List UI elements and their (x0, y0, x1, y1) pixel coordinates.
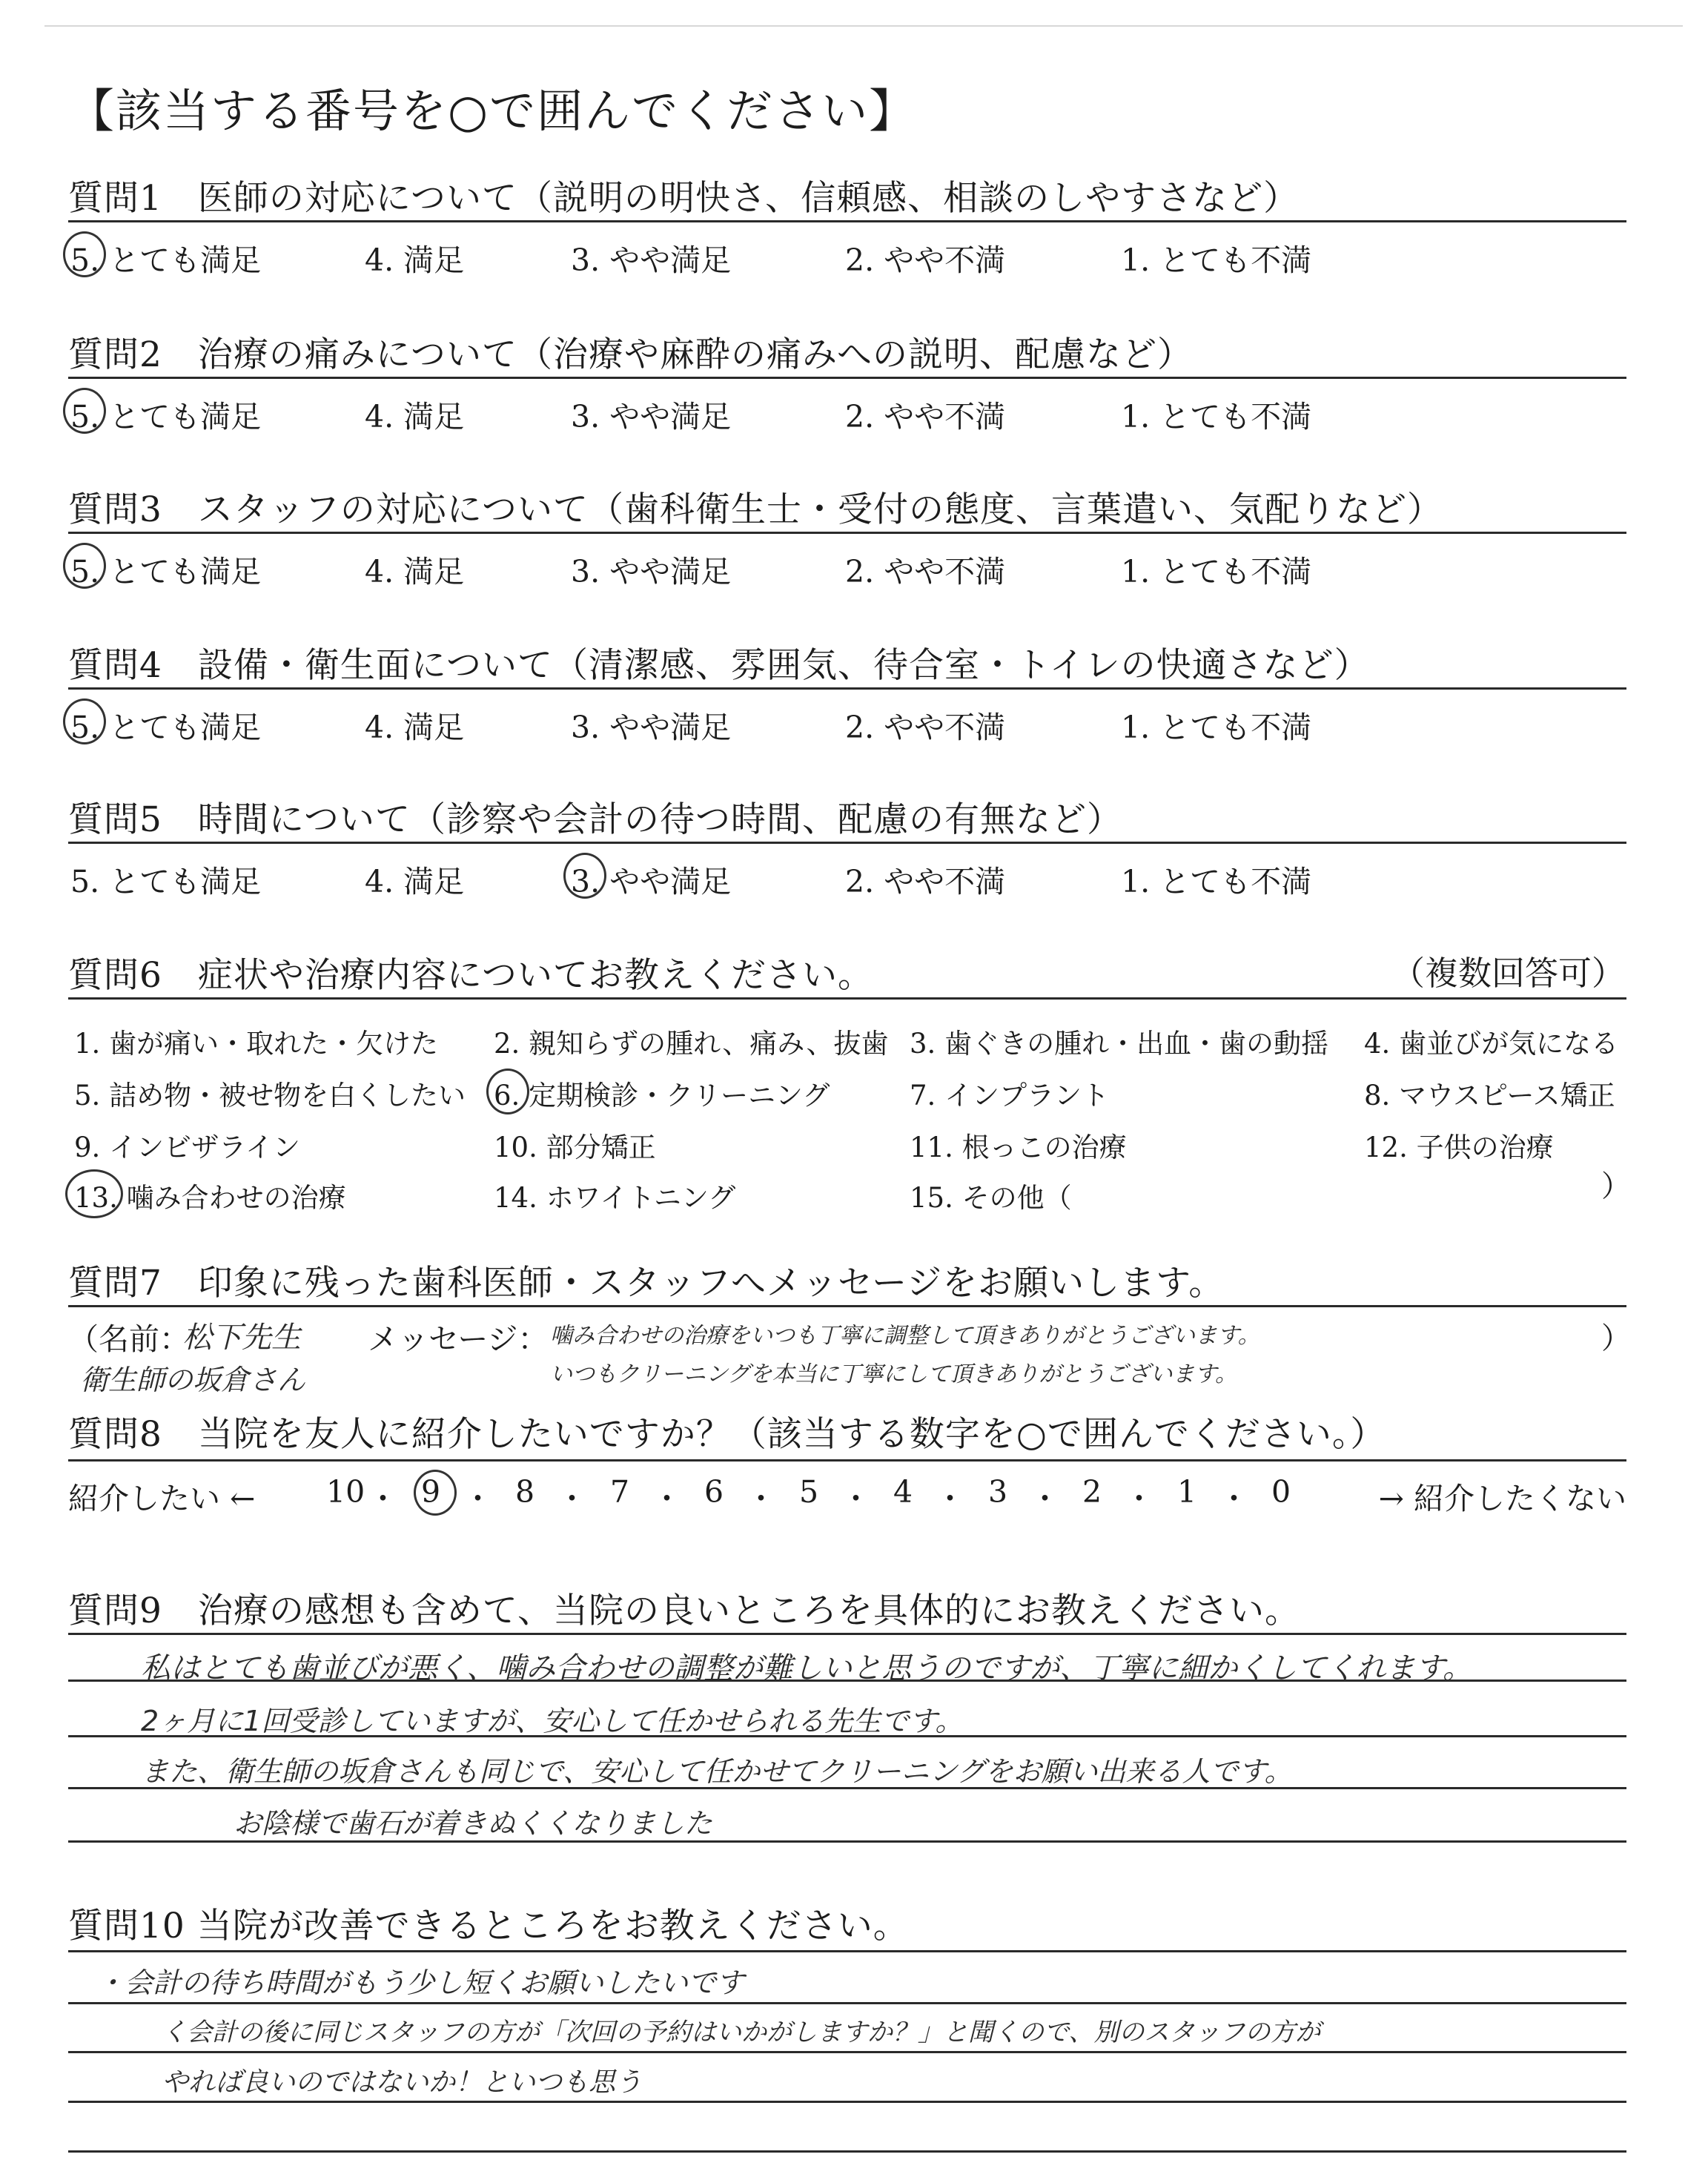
q8-separator: ・ (746, 1481, 776, 1516)
q7-name-handwritten-1: 松下先生 (182, 1321, 301, 1355)
q6-option-7: 7. インプラント (910, 1080, 1110, 1112)
q3-option-2: 2. やや不満 (845, 554, 1006, 589)
q4-option-3: 3. やや満足 (571, 710, 732, 745)
question-2-title: 質問2 治療の痛みについて（治療や麻酔の痛みへの説明、配慮など） (68, 334, 1194, 375)
q6-option-14: 14. ホワイトニング (494, 1182, 736, 1214)
q2-option-5: 5. とても満足 (70, 392, 261, 436)
q2-option-2: 2. やや不満 (845, 399, 1006, 435)
question-4-title: 質問4 設備・衛生面について（清潔感、雰囲気、待合室・トイレの快適さなど） (68, 645, 1370, 686)
q9-handwritten-line-1: 私はとても歯並びが悪く、噛み合わせの調整が難しいと思うのですが、丁寧に細かくしてくれます。 (141, 1651, 1472, 1685)
q1-option-4: 4. 満足 (365, 242, 465, 278)
q9-handwritten-line-2: 2ヶ月に1回受診していますが、安心して任かせられる先生です。 (141, 1705, 964, 1737)
q9-handwritten-line-4: お陰様で歯石が着きぬくくなりました (234, 1807, 713, 1840)
q5-option-1: 1. とても不満 (1121, 864, 1312, 899)
q10-handwritten-line-3: やれば良いのではないか！といつも思う (162, 2067, 643, 2098)
q10-handwritten-line-1: ・会計の待ち時間がもう少し短くお願いしたいです (96, 1966, 745, 1999)
q8-scale-7: 7 (610, 1474, 630, 1510)
q7-message-handwritten-1: 噛み合わせの治療をいつも丁寧に調整して頂きありがとうございます。 (550, 1323, 1260, 1349)
q6-rule (68, 997, 1626, 1000)
q3-option-5: 5. とても満足 (70, 547, 261, 591)
q8-separator: ・ (1124, 1481, 1154, 1516)
q8-separator: ・ (557, 1481, 587, 1516)
q8-scale-10: 10 (326, 1474, 365, 1510)
q6-option-15: 15. その他（ (910, 1182, 1072, 1214)
q6-option-5: 5. 詰め物・被せ物を白くしたい (74, 1080, 466, 1112)
q6-option-13: 13. 噛み合わせの治療 (74, 1175, 346, 1215)
question-3-title: 質問3 スタッフの対応について（歯科衛生士・受付の態度、言葉遣い、気配りなど） (68, 489, 1443, 530)
q5-option-5: 5. とても満足 (70, 864, 262, 899)
q7-title: 質問7 印象に残った歯科医師・スタッフへメッセージをお願いします。 (68, 1263, 1225, 1304)
q6-option-1: 1. 歯が痛い・取れた・欠けた (74, 1028, 439, 1060)
q10-rule-3 (68, 2051, 1626, 2053)
question-2-rule (68, 377, 1626, 379)
q8-separator: ・ (1030, 1481, 1060, 1516)
q7-message-label: メッセージ： (368, 1321, 549, 1357)
q7-name-handwritten-2: 衛生師の坂倉さん (80, 1364, 306, 1396)
q6-title: 質問6 症状や治療内容についてお教えください。 (68, 955, 873, 996)
q7-name-label: （名前： (68, 1321, 190, 1357)
q6-option-8: 8. マウスピース矯正 (1364, 1080, 1615, 1112)
q6-other-close: ） (1601, 1169, 1631, 1203)
q8-scale-5: 5 (799, 1474, 819, 1510)
question-1-title: 質問1 医師の対応について（説明の明快さ、信頼感、相談のしやすさなど） (68, 178, 1300, 219)
q8-scale-2: 2 (1082, 1474, 1102, 1510)
q6-option-6: 6. 定期検診・クリーニング (494, 1073, 830, 1113)
q8-title: 質問8 当院を友人に紹介したいですか？（該当する数字を○で囲んでください。） (68, 1414, 1386, 1455)
q5-option-3: 3. やや満足 (571, 857, 731, 901)
q6-option-12: 12. 子供の治療 (1364, 1132, 1554, 1163)
q8-scale-4: 4 (893, 1474, 913, 1510)
q2-option-3: 3. やや満足 (571, 399, 732, 435)
q8-scale-8: 8 (515, 1474, 535, 1510)
q8-separator: ・ (463, 1481, 493, 1516)
q10-rule-1 (68, 1950, 1626, 1952)
q5-option-4: 4. 満足 (365, 864, 465, 899)
q8-scale-3: 3 (988, 1474, 1008, 1510)
q8-scale-9: 9 (421, 1474, 441, 1510)
q7-rule (68, 1305, 1626, 1307)
q9-handwritten-line-3: また、衛生師の坂倉さんも同じで、安心して任かせてクリーニングをお願い出来る人です。 (141, 1755, 1293, 1788)
q8-separator: ・ (841, 1481, 871, 1516)
q6-multiple-note: （複数回答可） (1391, 954, 1625, 993)
q6-option-3: 3. 歯ぐきの腫れ・出血・歯の動揺 (910, 1028, 1329, 1060)
scan-top-edge (44, 25, 1683, 27)
q9-title: 質問9 治療の感想も含めて、当院の良いところを具体的にお教えください。 (68, 1591, 1300, 1631)
q7-message-handwritten-2: いつもクリーニングを本当に丁寧にして頂きありがとうございます。 (550, 1361, 1237, 1387)
q5-option-2: 2. やや不満 (845, 864, 1006, 899)
q4-option-1: 1. とても不満 (1121, 710, 1312, 745)
q8-scale (68, 1474, 1626, 1519)
q10-rule-4 (68, 2101, 1626, 2103)
q8-separator: ・ (368, 1481, 398, 1516)
q10-handwritten-line-2: く会計の後に同じスタッフの方が「次回の予約はいかがしますか？」と聞くので、別のスタッフの方が (162, 2018, 1321, 2047)
q2-option-4: 4. 満足 (365, 399, 465, 435)
q3-option-1: 1. とても不満 (1121, 554, 1312, 589)
q1-option-5: 5. とても満足 (70, 236, 261, 280)
q6-option-11: 11. 根っこの治療 (910, 1132, 1127, 1163)
q3-option-3: 3. やや満足 (571, 554, 732, 589)
q8-separator: ・ (935, 1481, 965, 1516)
q6-option-2: 2. 親知らずの腫れ、痛み、抜歯 (494, 1028, 889, 1060)
q1-option-2: 2. やや不満 (845, 242, 1006, 278)
q8-right-label: → 紹介したくない (1378, 1481, 1626, 1516)
q8-rule (68, 1459, 1626, 1462)
question-1-rule (68, 220, 1626, 222)
q9-rule-1 (68, 1633, 1626, 1635)
q8-scale-0: 0 (1271, 1474, 1291, 1510)
q3-option-4: 4. 満足 (365, 554, 465, 589)
q1-option-3: 3. やや満足 (571, 242, 732, 278)
question-5-rule (68, 842, 1626, 844)
q4-option-2: 2. やや不満 (845, 710, 1006, 745)
q6-option-4: 4. 歯並びが気になる (1364, 1028, 1619, 1060)
q4-option-4: 4. 満足 (365, 710, 465, 745)
question-5-title: 質問5 時間について（診察や会計の待つ時間、配慮の有無など） (68, 799, 1122, 840)
page-heading: 【該当する番号を○で囲んでください】 (68, 84, 917, 138)
q10-rule-5 (68, 2150, 1626, 2153)
q7-close-paren: ） (1601, 1321, 1631, 1355)
q2-option-1: 1. とても不満 (1121, 399, 1312, 435)
q4-option-5: 5. とても満足 (70, 703, 261, 747)
q6-option-9: 9. インビザライン (74, 1132, 300, 1163)
q8-left-label: 紹介したい ← (68, 1481, 256, 1516)
q8-separator: ・ (652, 1481, 682, 1516)
q8-scale-6: 6 (704, 1474, 724, 1510)
q10-rule-2 (68, 2002, 1626, 2004)
q1-option-1: 1. とても不満 (1121, 242, 1312, 278)
question-4-rule (68, 687, 1626, 690)
q6-option-10: 10. 部分矯正 (494, 1132, 656, 1163)
question-3-rule (68, 532, 1626, 534)
q10-title: 質問10 当院が改善できるところをお教えください。 (68, 1906, 909, 1946)
q8-scale-1: 1 (1177, 1474, 1197, 1510)
q8-separator: ・ (1219, 1481, 1249, 1516)
